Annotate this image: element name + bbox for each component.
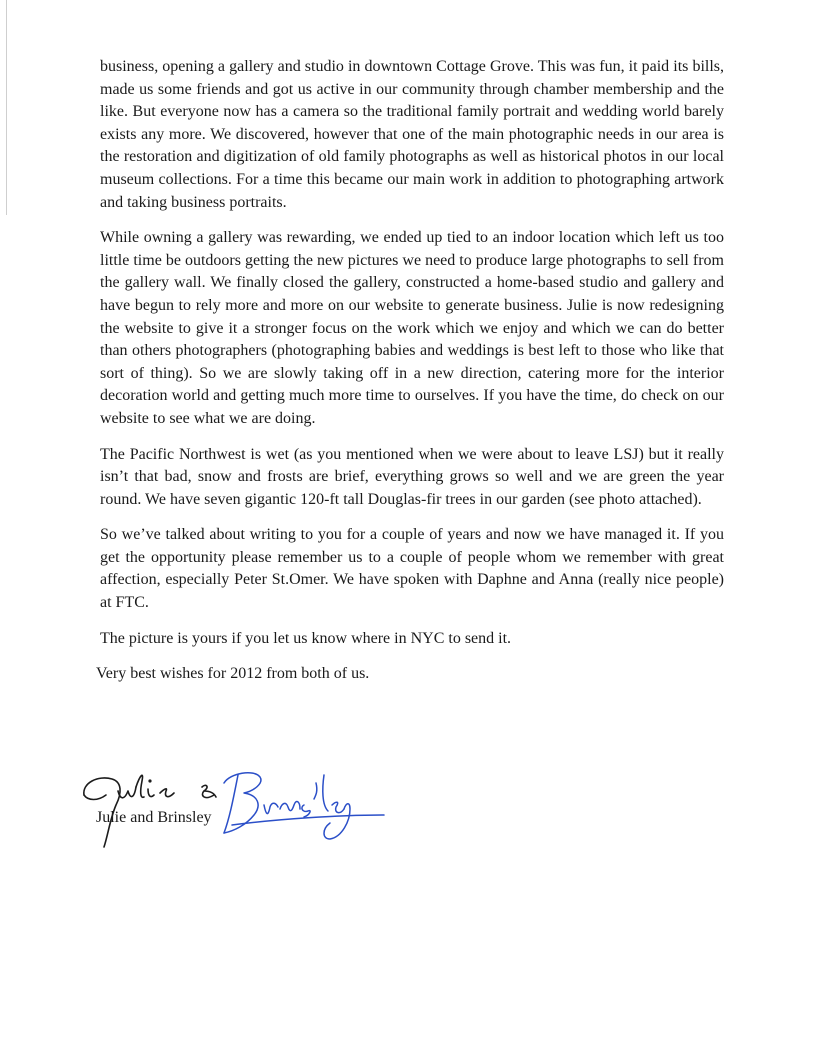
signature-block (78, 765, 398, 855)
letter-body (96, 56, 724, 699)
closing-line: Very best wishes for 2012 from both of us. (96, 665, 370, 683)
scan-edge-line (6, 0, 7, 215)
paragraph-picture-offer: The picture is yours if you let us know where in NYC to send it. (100, 629, 512, 647)
paragraph-closing-gallery: While owning a gallery was rewarding, we ended up tied to an indoor location which left us too little time be outdoors getting the new pictures we need to produce large photographs to sell from the gallery wall. We finally closed the gallery, constructed a home-based studio and gallery and have begun to rely more and more on our website to generate business. Julie is now redesigning the website to give it a stronger focus on the work which we enjoy and which we can do better than others photographers (photographing babies and weddings is best left to those who like that sort of thing). So we are slowly taking off in a new direction, catering more for the interior decoration world and getting much more time to ourselves. If you have the time, do check on our website to see what we are doing. (100, 229, 724, 427)
paragraph-remember-us: So we’ve talked about writing to you for a couple of years and now we have managed it. If you get the opportunity please remember us to a couple of people whom we remember with great affection, especially Peter St.Omer. We have spoken with Daphne and Anna (really nice people) at FTC. (100, 526, 724, 612)
paragraph-pacific-northwest: The Pacific Northwest is wet (as you mentioned when we were about to leave LSJ) but it really isn’t that bad, snow and frosts are brief, everything grows so well and we are green the year round. We have seven gigantic 120-ft tall Douglas-fir trees in our garden (see photo attached). (100, 445, 724, 508)
signer-names: Julie and Brinsley (96, 809, 212, 826)
paragraph-gallery-business: business, opening a gallery and studio in downtown Cottage Grove. This was fun, it paid its bills, made us some friends and got us active in our community through chamber membership and the like. But everyone now has a camera so the traditional family portrait and wedding world barely exists any more. We discovered, however that one of the main photographic needs in our area is the restoration and digitization of old family photographs as well as historical photos in our local museum collections. For a time this became our main work in addition to photographing artwork and taking business portraits. (100, 58, 724, 211)
